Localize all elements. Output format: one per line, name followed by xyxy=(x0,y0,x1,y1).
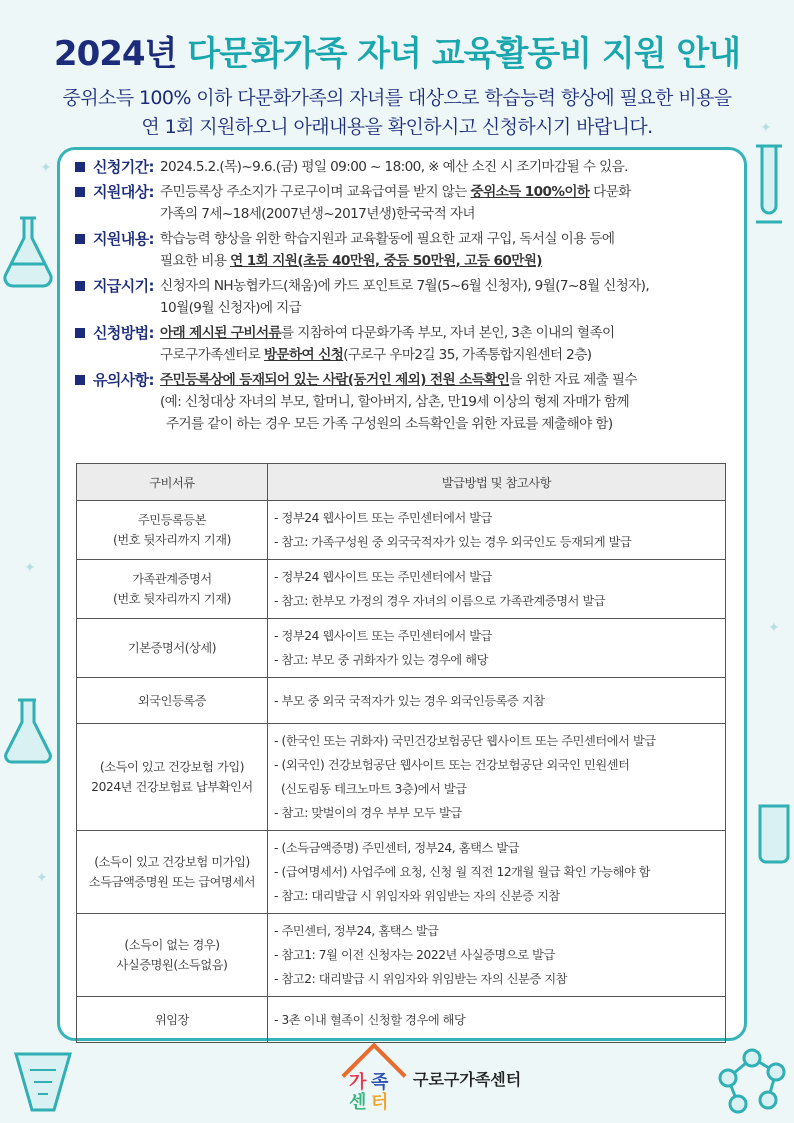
note-line: - (소득금액증명) 주민센터, 정부24, 홈택스 발급 xyxy=(274,841,520,855)
info-label: 지원내용: xyxy=(93,230,154,248)
document-name-line: 가족관계증명서 xyxy=(132,572,212,586)
document-name-line: 기본증명서(상세) xyxy=(127,641,217,655)
logo-char: 족 xyxy=(371,1072,389,1093)
square-bullet-icon xyxy=(75,328,85,338)
document-notes xyxy=(268,831,726,914)
documents-table xyxy=(76,463,726,1043)
logo-char: 터 xyxy=(371,1092,389,1113)
document-name-line: (소득이 있고 건강보험 가입) xyxy=(99,760,245,774)
document-notes xyxy=(268,560,726,619)
info-label: 신청방법: xyxy=(93,324,154,342)
document-name xyxy=(77,997,268,1043)
square-bullet-icon xyxy=(75,162,85,172)
info-text-part: 구로구가족센터로 xyxy=(159,347,264,363)
table-row xyxy=(77,997,726,1043)
subtitle-line: 중위소득 100% 이하 다문화가족의 자녀를 대상으로 학습능력 향상에 필요한 비용을 xyxy=(62,87,732,109)
square-bullet-icon xyxy=(75,234,85,244)
logo-char: 가 xyxy=(349,1072,367,1093)
document-notes xyxy=(268,678,726,724)
document-name xyxy=(77,501,268,560)
logo-char: 센 xyxy=(349,1092,367,1113)
info-text-part: 10월(9월 신청자)에 지급 xyxy=(159,300,302,316)
info-period xyxy=(75,156,730,178)
document-name-line: 사실증명원(소득없음) xyxy=(116,958,228,972)
square-bullet-icon xyxy=(75,375,85,385)
note-line: - (외국인) 건강보험공단 웹사이트 또는 건강보험공단 외국인 민원센터 xyxy=(274,758,630,772)
document-notes xyxy=(268,619,726,678)
info-method xyxy=(75,322,730,366)
test-tube-icon xyxy=(752,140,786,230)
info-text-part: 를 지참하여 다문화가족 부모, 자녀 본인, 3촌 이내의 혈족이 xyxy=(281,325,615,341)
document-name-line: (번호 뒷자리까지 기재) xyxy=(112,592,232,606)
square-bullet-icon xyxy=(75,281,85,291)
info-text-part: 주거를 같이 하는 경우 모든 가족 구성원의 소득확인을 위한 자료를 제출해야 함) xyxy=(165,416,613,432)
note-line: - 3촌 이내 혈족이 신청할 경우에 해당 xyxy=(274,1012,466,1027)
info-label: 지급시기: xyxy=(93,277,154,295)
footer xyxy=(345,1046,522,1113)
document-notes xyxy=(268,914,726,997)
table-body xyxy=(77,501,726,1043)
note-line: - 주민센터, 정부24, 홈택스 발급 xyxy=(274,924,439,938)
flask-icon xyxy=(0,212,56,292)
info-text xyxy=(160,369,637,435)
info-text-part: (예: 신청대상 자녀의 부모, 할머니, 할아버지, 삼촌, 만19세 이상의 형제 자매가 함께 xyxy=(159,394,630,410)
document-name-line: 위임장 xyxy=(154,1012,190,1027)
note-line: - (급여명세서) 사업주에 요청, 신청 월 직전 12개월 월급 확인 가능해야 함 xyxy=(274,865,651,879)
sparkle-dot: ✦ xyxy=(36,870,48,886)
table-row xyxy=(77,501,726,560)
note-line: - 정부24 웹사이트 또는 주민센터에서 발급 xyxy=(274,511,493,525)
table-row xyxy=(77,914,726,997)
sparkle-dot: ✦ xyxy=(760,120,772,136)
info-caution xyxy=(75,369,730,435)
info-payment xyxy=(75,275,730,319)
info-text xyxy=(160,275,649,319)
note-line: - 정부24 웹사이트 또는 주민센터에서 발급 xyxy=(274,629,493,643)
note-line: - 참고2: 대리발급 시 위임자와 위임받는 자의 신분증 지참 xyxy=(274,972,568,986)
note-line: - 참고: 부모 중 귀화자가 있는 경우에 해당 xyxy=(274,653,488,667)
note-line: - 참고: 한부모 가정의 경우 자녀의 이름으로 가족관계증명서 발급 xyxy=(274,594,606,608)
document-name-line: 2024년 건강보험료 납부확인서 xyxy=(91,780,253,794)
sparkle-dot: ✦ xyxy=(768,620,780,636)
info-emphasis: 연 1회 지원(초등 40만원, 중등 50만원, 고등 60만원) xyxy=(230,253,542,269)
document-name xyxy=(77,724,268,831)
info-text-part: 주민등록상 주소지가 구로구이며 교육급여를 받지 않는 xyxy=(159,184,471,200)
note-line: (신도림동 테크노마트 3층)에서 발급 xyxy=(274,782,467,796)
column-header: 발급방법 및 참고사항 xyxy=(268,464,726,501)
document-name xyxy=(77,619,268,678)
table-row xyxy=(77,831,726,914)
family-center-logo xyxy=(345,1046,407,1113)
info-emphasis: 주민등록상에 등재되어 있는 사람(동거인 제외) 전원 소득확인 xyxy=(159,372,510,388)
table-row xyxy=(77,678,726,724)
info-emphasis: 방문하여 신청 xyxy=(263,347,344,363)
document-name xyxy=(77,560,268,619)
document-notes xyxy=(268,997,726,1043)
info-content xyxy=(75,228,730,272)
info-text xyxy=(160,228,614,272)
note-line: - 참고1: 7월 이전 신청자는 2022년 사실증명으로 발급 xyxy=(274,948,555,962)
info-emphasis: 중위소득 100%이하 xyxy=(470,184,590,200)
page-subtitle xyxy=(20,84,774,142)
info-text-part: 신청자의 NH농협카드(채움)에 카드 포인트로 7월(5~6월 신청자), 9월(7~8월 신청자), xyxy=(159,278,650,294)
title-main: 다문화가족 자녀 교육활동비 지원 안내 xyxy=(187,34,741,74)
note-line: - (한국인 또는 귀화자) 국민건강보험공단 웹사이트 또는 주민센터에서 발급 xyxy=(274,734,656,748)
document-notes xyxy=(268,501,726,560)
sparkle-dot: ✦ xyxy=(24,560,36,576)
note-line: - 참고: 가족구성원 중 외국국적자가 있는 경우 외국인도 등재되게 발급 xyxy=(274,535,632,549)
note-line: - 참고: 대리발급 시 위임자와 위임받는 자의 신분증 지참 xyxy=(274,889,560,903)
info-list xyxy=(75,156,730,438)
info-target xyxy=(75,181,730,225)
info-text: 2024.5.2.(목)~9.6.(금) 평일 09:00 ~ 18:00, ※ 예산 소진 시 조기마감될 수 있음. xyxy=(159,159,628,175)
note-line: - 참고: 맞벌이의 경우 부부 모두 발급 xyxy=(274,806,462,820)
measuring-cup-icon xyxy=(8,1048,78,1118)
document-name-line: 주민등록등본 xyxy=(137,513,207,527)
info-card xyxy=(57,147,747,1041)
document-name-line: (소득이 없는 경우) xyxy=(124,938,220,952)
info-text-part: (구로구 우마2길 35, 가족통합지원센터 2층) xyxy=(343,347,592,363)
document-name-line: (소득이 있고 건강보험 미가입) xyxy=(94,855,250,869)
table-header-row xyxy=(77,464,726,501)
info-text xyxy=(160,181,631,225)
info-emphasis: 아래 제시된 구비서류 xyxy=(159,325,282,341)
info-label: 유의사항: xyxy=(93,371,154,389)
table-row xyxy=(77,619,726,678)
info-text-part: 다문화 xyxy=(589,184,631,200)
square-bullet-icon xyxy=(75,187,85,197)
document-name-line: (번호 뒷자리까지 기재) xyxy=(112,533,232,547)
table-row xyxy=(77,724,726,831)
info-text-part: 필요한 비용 xyxy=(159,253,231,269)
sparkle-dot: ✦ xyxy=(40,160,52,176)
document-name-line: 외국인등록증 xyxy=(137,693,207,708)
note-line: - 부모 중 외국 국적자가 있는 경우 외국인등록증 지참 xyxy=(274,693,545,708)
document-name-line: 소득금액증명원 또는 급여명세서 xyxy=(88,875,256,889)
column-header: 구비서류 xyxy=(77,464,268,501)
beaker-icon xyxy=(0,690,60,770)
title-year: 2024년 xyxy=(53,34,177,74)
beaker-icon xyxy=(752,800,794,870)
info-label: 지원대상: xyxy=(93,183,154,201)
note-line: - 정부24 웹사이트 또는 주민센터에서 발급 xyxy=(274,570,493,584)
molecule-icon xyxy=(708,1038,794,1123)
table-row xyxy=(77,560,726,619)
page-title xyxy=(0,26,794,75)
document-name xyxy=(77,914,268,997)
center-name: 구로구가족센터 xyxy=(413,1069,522,1089)
info-text xyxy=(160,322,615,366)
document-name xyxy=(77,831,268,914)
document-notes xyxy=(268,724,726,831)
document-name xyxy=(77,678,268,724)
info-text-part: 가족의 7세~18세(2007년생~2017년생)한국국적 자녀 xyxy=(159,206,475,222)
info-label: 신청기간: xyxy=(93,158,154,176)
subtitle-line: 연 1회 지원하오니 아래내용을 확인하시고 신청하시기 바랍니다. xyxy=(141,116,653,138)
info-text-part: 학습능력 향상을 위한 학습지원과 교육활동에 필요한 교재 구입, 독서실 이용 등에 xyxy=(159,231,615,247)
info-text-part: 을 위한 자료 제출 필수 xyxy=(509,372,637,388)
